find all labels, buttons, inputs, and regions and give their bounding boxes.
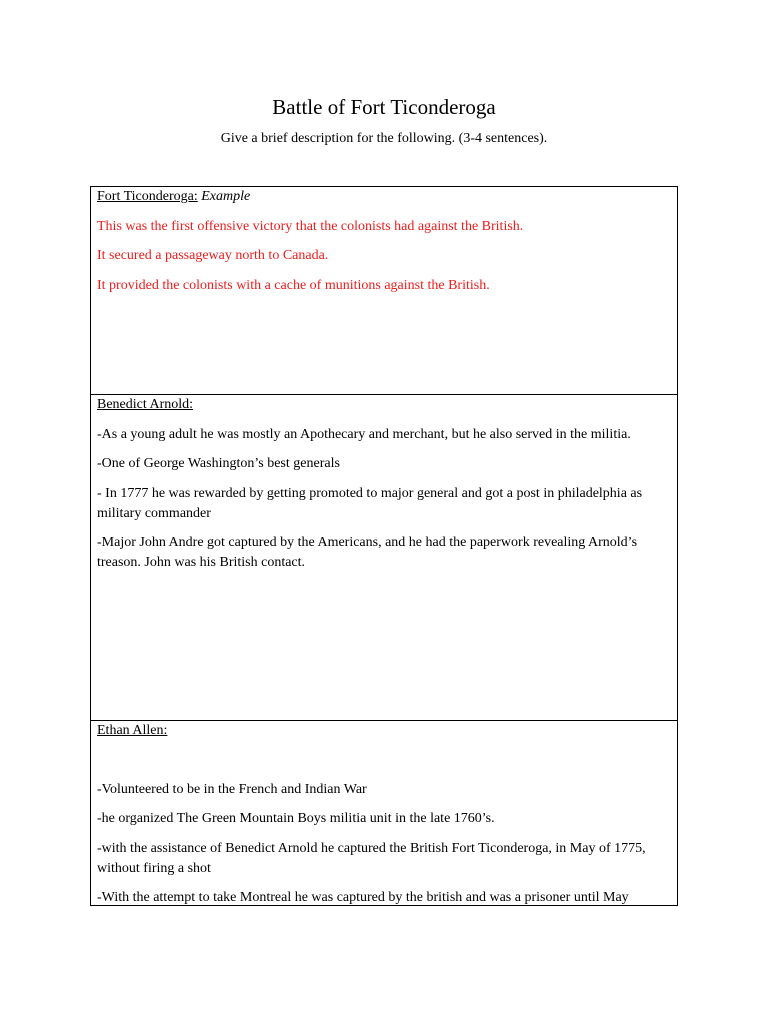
answer-line: -As a young adult he was mostly an Apothecary and merchant, but he also served in the militia.	[97, 426, 631, 442]
example-label: Example	[201, 189, 251, 204]
answer-line: -Volunteered to be in the French and Indian War	[97, 781, 367, 797]
cell-heading-row	[97, 187, 671, 207]
cell-fort-ticonderoga	[91, 187, 677, 395]
answer-line: This was the first offensive victory that the colonists had against the British.	[97, 218, 524, 234]
cell-heading-row	[97, 395, 671, 415]
cell-heading: Fort Ticonderoga:	[97, 189, 198, 204]
answer-line: -he organized The Green Mountain Boys militia unit in the late 1760’s.	[97, 811, 495, 826]
answer-line: -One of George Washington’s best generals	[97, 456, 340, 471]
cell-heading-row	[97, 721, 671, 741]
cell-benedict-arnold	[91, 395, 677, 721]
answer-line: -Major John Andre got captured by the Americans, and he had the paperwork revealing Arnold’s treason. John was his British contact.	[97, 535, 638, 570]
answer-line: It secured a passageway north to Canada.	[97, 248, 329, 263]
answer-table	[90, 186, 678, 906]
answer-line: -With the attempt to take Montreal he was captured by the british and was a prisoner until May	[97, 890, 629, 905]
answer-line: -with the assistance of Benedict Arnold he captured the British Fort Ticonderoga, in May of 1775, without firing a shot	[97, 840, 646, 876]
page-title: Battle of Fort Ticonderoga	[272, 95, 496, 119]
cell-ethan-allen	[91, 721, 677, 906]
cell-heading: Ethan Allen:	[97, 723, 168, 738]
answer-line: It provided the colonists with a cache of munitions against the British.	[97, 277, 490, 293]
cell-heading: Benedict Arnold:	[97, 397, 194, 412]
instructions: Give a brief description for the following. (3-4 sentences).	[220, 131, 548, 146]
answer-line: - In 1777 he was rewarded by getting promoted to major general and got a post in philadelphia as military commander	[97, 485, 643, 521]
blank-space	[97, 751, 671, 780]
